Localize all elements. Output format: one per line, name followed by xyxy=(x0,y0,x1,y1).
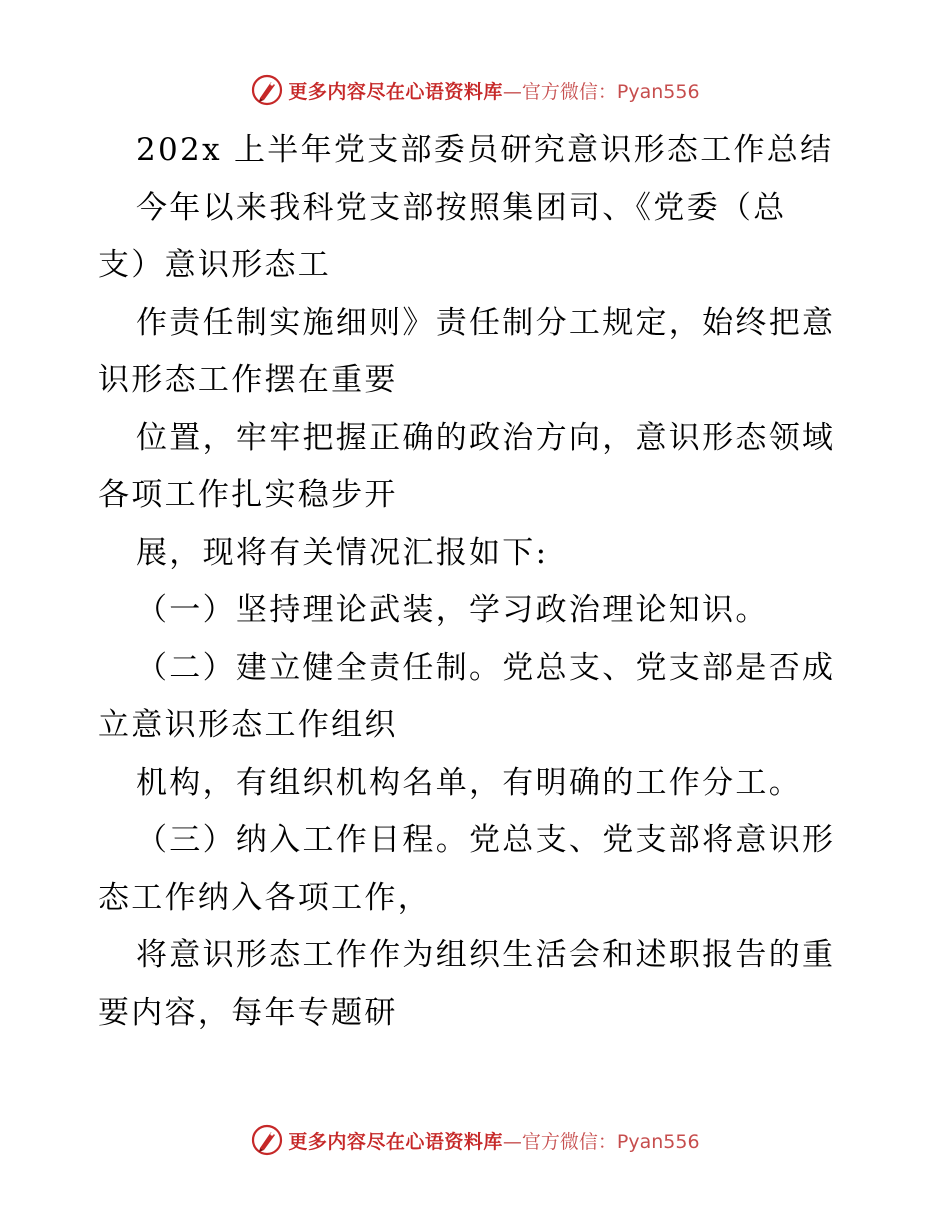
paragraph-line: 将意识形态工作作为组织生活会和述职报告的重 xyxy=(136,937,836,973)
paragraph-line: 机构，有组织机构名单，有明确的工作分工。 xyxy=(136,764,802,801)
pen-nib-logo-icon xyxy=(250,1123,284,1157)
header-watermark xyxy=(0,70,950,110)
paragraph-line: 各项工作扎实稳步开 xyxy=(98,477,398,513)
paragraph-line: 识形态工作摆在重要 xyxy=(98,362,398,398)
section-heading-2: （二）建立健全责任制。党总支、党支部是否成 xyxy=(136,649,836,686)
paragraph-line: 作责任制实施细则》责任制分工规定，始终把意 xyxy=(136,304,836,341)
watermark-wechat-text: —官方微信：Pyan556 xyxy=(502,80,700,103)
section-heading-3: （三）纳入工作日程。党总支、党支部将意识形 xyxy=(136,822,836,858)
paragraph-line: 立意识形态工作组织 xyxy=(98,707,398,743)
paragraph-line: 位置，牢牢把握正确的政治方向，意识形态领域 xyxy=(136,419,836,456)
paragraph-line: 态工作纳入各项工作， xyxy=(98,879,431,916)
pen-nib-logo-icon xyxy=(250,73,284,107)
watermark-brand-text: 更多内容尽在心语资料库 xyxy=(288,1130,503,1153)
paragraph-line: 展，现将有关情况汇报如下: xyxy=(136,534,549,571)
watermark-brand-text: 更多内容尽在心语资料库 xyxy=(288,80,503,103)
paragraph-line: 支）意识形态工 xyxy=(98,247,332,283)
paragraph-line: 要内容，每年专题研 xyxy=(98,994,398,1031)
section-heading-1: （一）坚持理论武装，学习政治理论知识。 xyxy=(136,592,769,628)
footer-watermark xyxy=(0,1120,950,1160)
paragraph-line: 今年以来我科党支部按照集团司、《党委（总 xyxy=(136,189,787,226)
document-body xyxy=(98,122,858,1042)
watermark-wechat-text: —官方微信：Pyan556 xyxy=(502,1130,700,1153)
document-title: 202x 上半年党支部委员研究意识形态工作总结 xyxy=(136,132,834,168)
